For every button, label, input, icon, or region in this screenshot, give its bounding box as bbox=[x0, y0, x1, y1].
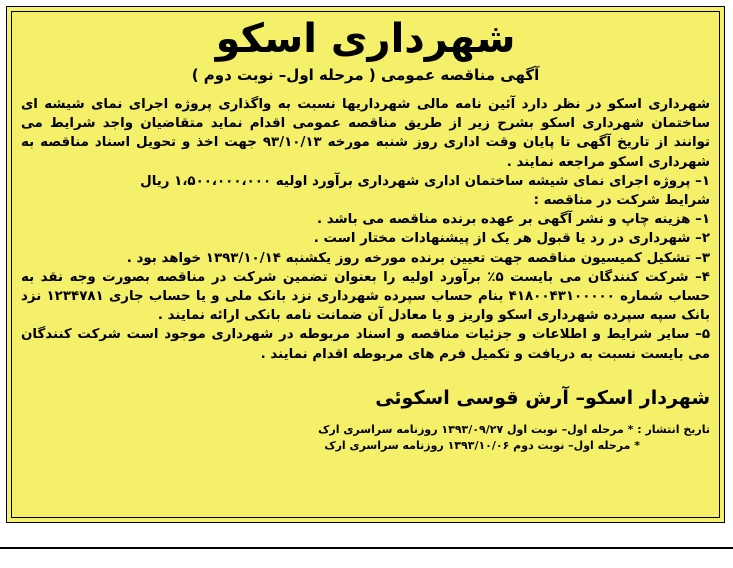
notice-title: شهرداری اسکو bbox=[215, 16, 516, 62]
condition-item: ۳– تشکیل کمیسیون مناقصه جهت تعیین برنده مورخه روز یکشنبه ۱۳۹۳/۱۰/۱۴ خواهد بود . bbox=[126, 250, 710, 266]
publication-line: * مرحله اول– نوبت دوم ۱۳۹۳/۱۰/۰۶ روزنامه سراسری ارک bbox=[324, 438, 640, 452]
condition-item: ۱– هزینه چاپ و نشر آگهی بر عهده برنده مناقصه می باشد . bbox=[316, 212, 710, 228]
notice-frame bbox=[6, 6, 725, 523]
publication-line: تاریخ انتشار : * مرحله اول– نوبت اول ۱۳۹۳/۰۹/۲۷ روزنامه سراسری ارک bbox=[318, 422, 710, 436]
mayor-signature: شهردار اسکو– آرش قوسی اسکوئی bbox=[375, 386, 710, 409]
conditions-heading: شرایط شرکت در مناقصه : bbox=[533, 193, 710, 209]
notice-subtitle: آگهی مناقصه عمومی ( مرحله اول– نوبت دوم ) bbox=[191, 66, 540, 84]
page-divider bbox=[0, 547, 733, 549]
condition-item: ۵– سایر شرایط و اطلاعات و جزئیات مناقصه و اسناد مربوطه در شهرداری موجود است شرکت کنندگان می بایست نسبت به دریافت و تکمیل فرم های مربوطه اقدام نمایند . bbox=[21, 327, 710, 362]
condition-item: ۴– شرکت کنندگان می بایست ۵٪ برآورد اولیه را بعنوان تضمین شرکت در مناقصه بصورت وجه نقد به حساب شماره ۴۱۸۰۰۴۳۱۰۰۰۰۰ بنام حساب سپرده شهرداری نزد بانک ملی و یا حساب جاری ۱۲۳۴۷۸۱ نزد بانک سپه سپرده شهرداری اسکو واریز و یا معادل آن ضمانت نامه بانکی ارائه نمایند . bbox=[21, 269, 710, 324]
publication-dates bbox=[21, 422, 710, 454]
condition-item: ۲– شهرداری در رد یا قبول هر یک از پیشنهادات مختار است . bbox=[313, 231, 710, 247]
project-line: ۱– پروژه اجرای نمای شیشه ساختمان اداری شهرداری برآورد اولیه ۱،۵۰۰،۰۰۰،۰۰۰ ریال bbox=[140, 173, 710, 189]
notice-content bbox=[21, 11, 710, 518]
notice-body bbox=[21, 95, 710, 364]
intro-paragraph: شهرداری اسکو در نظر دارد آئین نامه مالی شهرداریها نسبت به واگذاری پروژه اجرای نمای شیشه ای ساختمان شهرداری اسکو بشرح زیر از طریق مناقصه عمومی اقدام نماید متقاضیان واجد شرایط می توانند از تاریخ آگهی تا پایان وقت اداری روز شنبه مورخه ۹۳/۱۰/۱۳ جهت اخذ و تحویل اسناد مناقصه به شهرداری اسکو مراجعه نمایند . bbox=[21, 97, 710, 170]
